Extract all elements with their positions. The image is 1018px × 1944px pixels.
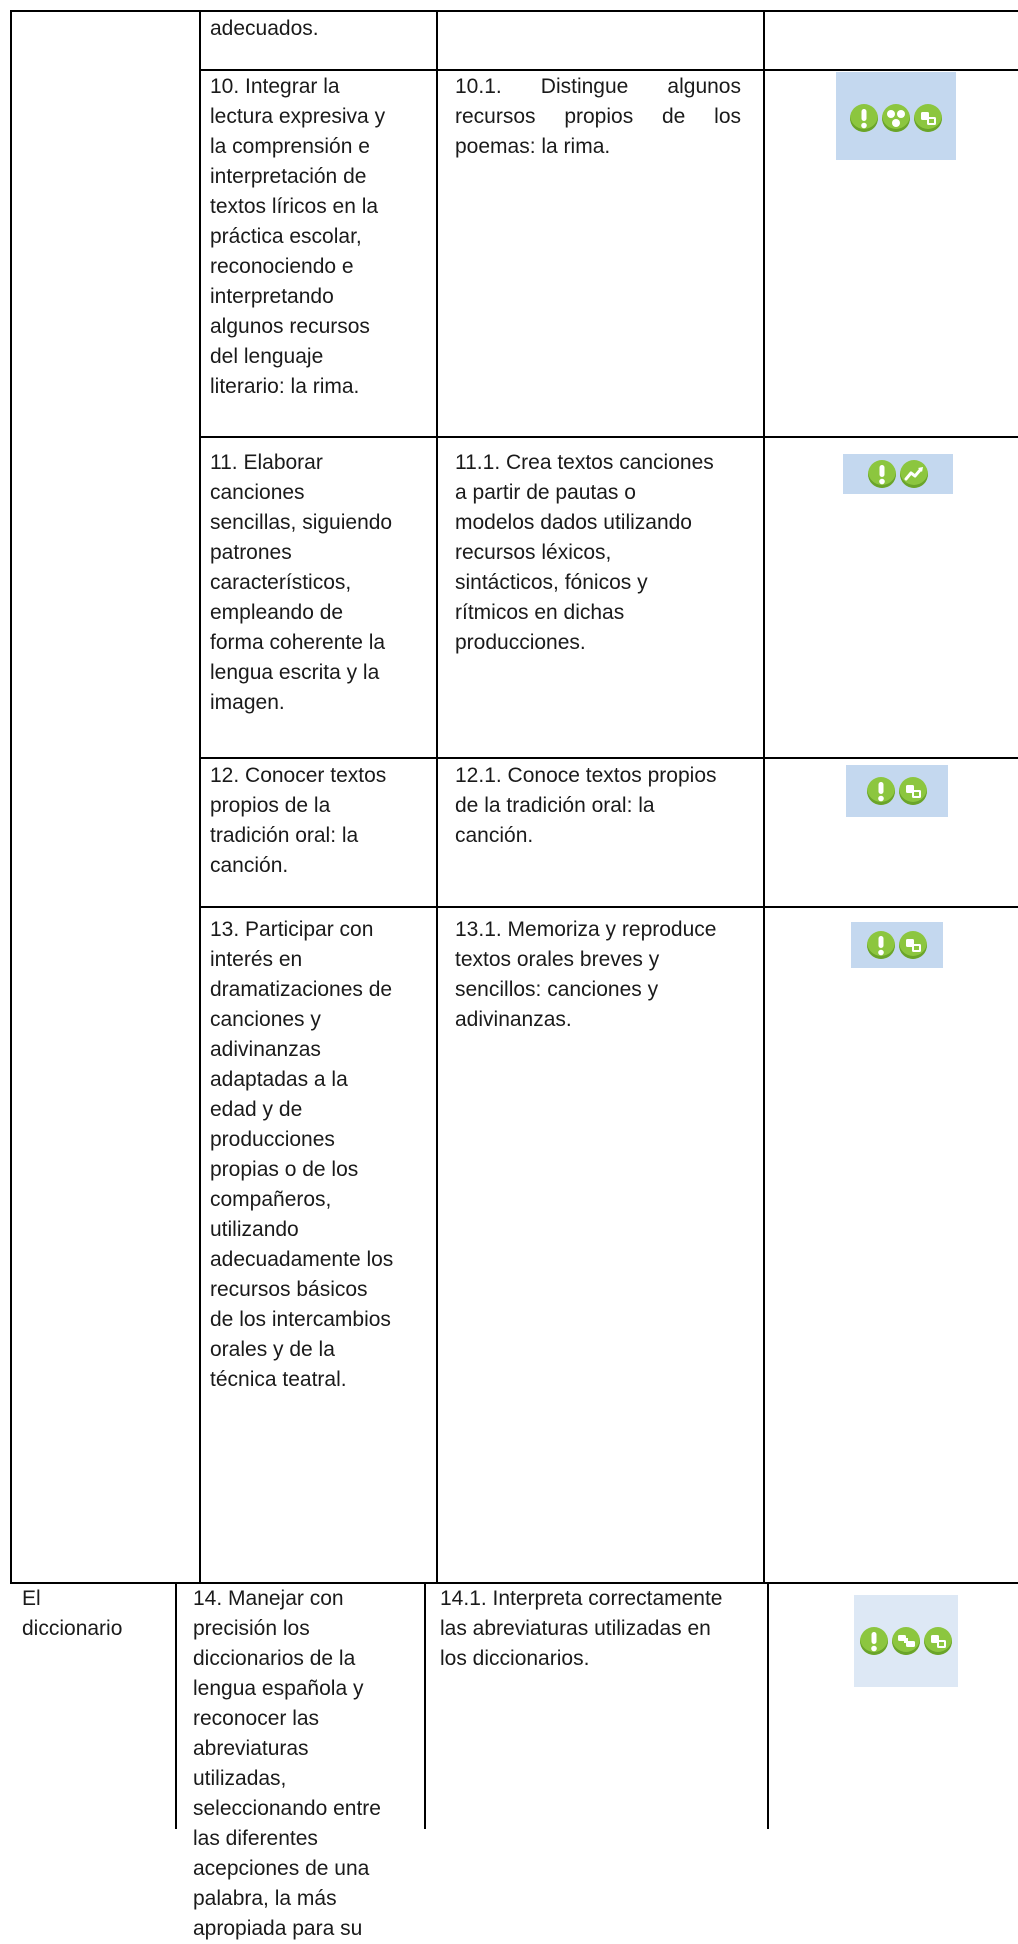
content-cell: El diccionario — [22, 1587, 123, 1640]
column-divider — [763, 10, 765, 1584]
exclamation-icon — [850, 104, 878, 132]
row-divider — [10, 10, 1018, 12]
row-divider — [199, 436, 1018, 438]
puzzle-icon — [899, 777, 927, 805]
competence-badge — [836, 72, 956, 160]
column-divider — [436, 10, 438, 1584]
column-divider — [767, 1582, 769, 1829]
criterion-cell: adecuados. — [210, 17, 319, 40]
row-divider — [199, 757, 1018, 759]
criterion-cell: 14. Manejar con precisión los diccionarios de la lengua española y reconocer las abreviaturas utilizadas, seleccionando entre las diferentes acepciones de una palabra, la más apropiada para su — [193, 1587, 381, 1940]
row-divider — [199, 69, 1018, 71]
standard-cell: 13.1. Memoriza y reproduce textos orales breves y sencillos: canciones y adivinanzas. — [455, 918, 717, 1031]
column-divider — [199, 10, 201, 1584]
exclamation-icon — [867, 777, 895, 805]
competence-badge — [846, 765, 948, 817]
competence-badge — [851, 922, 943, 968]
standard-cell: 12.1. Conoce textos propios de la tradición oral: la canción. — [455, 764, 717, 847]
criterion-cell: 13. Participar con interés en dramatizaciones de canciones y adivinanzas adaptadas a la edad y de producciones propias o de los compañeros, utilizando adecuadamente los recursos básicos de los intercambios orales y de la técnica teatral. — [210, 918, 394, 1391]
competence-badge — [843, 454, 953, 494]
standard-cell: 14.1. Interpreta correctamente las abreviaturas utilizadas en los diccionarios. — [440, 1587, 723, 1670]
trend-icon — [900, 460, 928, 488]
criterion-cell: 12. Conocer textos propios de la tradición oral: la canción. — [210, 764, 387, 877]
column-divider — [424, 1582, 426, 1829]
exclamation-icon — [860, 1627, 888, 1655]
criterion-cell: 11. Elaborar canciones sencillas, siguiendo patrones característicos, empleando de forma coherente la lengua escrita y la imagen. — [210, 451, 393, 714]
row-divider — [199, 906, 1018, 908]
puzzle-icon — [914, 104, 942, 132]
exclamation-icon — [867, 931, 895, 959]
standard-cell: 11.1. Crea textos canciones a partir de pautas o modelos dados utilizando recursos léxicos, sintácticos, fónicos y rítmicos en dichas producciones. — [455, 451, 714, 654]
standard-cell: 10.1. Distingue algunos recursos propios de los poemas: la rima. — [455, 75, 741, 158]
column-divider — [10, 10, 12, 1584]
puzzle-icon — [924, 1627, 952, 1655]
dots-icon — [882, 104, 910, 132]
competence-badge — [854, 1595, 958, 1687]
connect-icon — [892, 1627, 920, 1655]
criterion-cell: 10. Integrar la lectura expresiva y la comprensión e interpretación de textos líricos en la práctica escolar, reconociendo e interpretando algunos recursos del lenguaje literario: la rima. — [210, 75, 386, 398]
puzzle-icon — [899, 931, 927, 959]
exclamation-icon — [868, 460, 896, 488]
column-divider — [175, 1582, 177, 1829]
